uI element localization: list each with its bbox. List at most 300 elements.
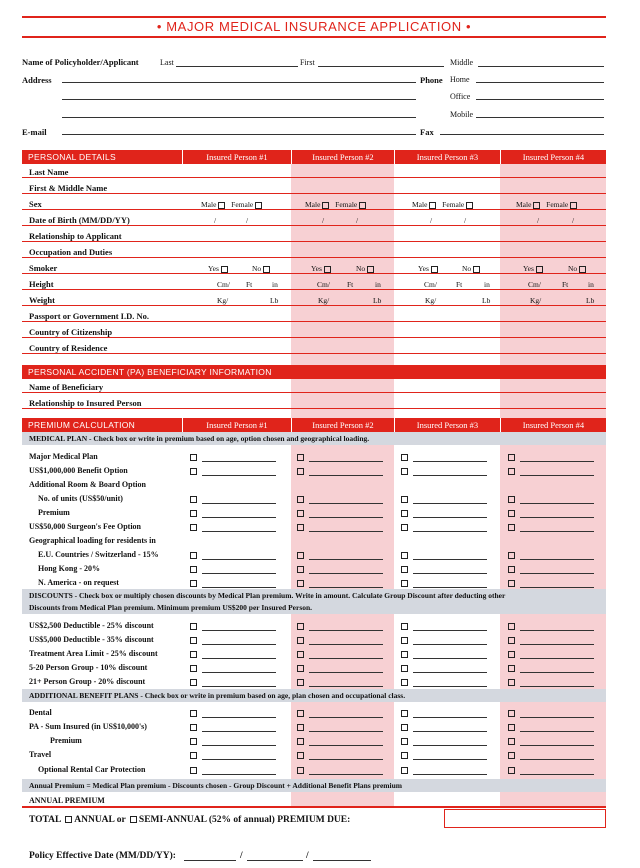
premium-amount-field-p1[interactable]: [202, 745, 276, 746]
row-label-passport: Passport or Government I.D. No.: [29, 311, 150, 321]
additional-plans-note: ADDITIONAL BENEFIT PLANS - Check box or write in premium based on age, plan chosen and occupational class.: [29, 691, 406, 700]
dob-slash: /: [246, 216, 249, 225]
height-ft-label: Ft: [456, 280, 463, 289]
premium-checkbox-p1[interactable]: [190, 496, 197, 503]
premium-amount-field-p2[interactable]: [309, 461, 383, 462]
premium-checkbox-p4[interactable]: [508, 710, 515, 717]
premium-amount-field-p4[interactable]: [520, 531, 594, 532]
premium-amount-field-p3[interactable]: [413, 745, 487, 746]
mobile-label: Mobile: [450, 110, 474, 119]
premium-amount-field-p3[interactable]: [413, 503, 487, 504]
premium-due-label: (52% of annual) PREMIUM DUE:: [208, 815, 351, 825]
row-label-first-middle: First & Middle Name: [29, 183, 108, 193]
row-label-units: No. of units (US$50/unit): [38, 494, 123, 503]
premium-amount-field-p1[interactable]: [202, 759, 276, 760]
premium-amount-field-p3[interactable]: [413, 475, 487, 476]
effective-date-label: Policy Effective Date (MM/DD/YY):: [29, 851, 176, 861]
premium-amount-field-p1[interactable]: [202, 559, 276, 560]
female-checkbox[interactable]: [570, 202, 577, 209]
female-checkbox[interactable]: [466, 202, 473, 209]
premium-amount-field-p1[interactable]: [202, 531, 276, 532]
height-in-label: in: [484, 280, 490, 289]
height-ft-label: Ft: [246, 280, 253, 289]
row-label-height: Height: [29, 279, 54, 289]
female-checkbox[interactable]: [359, 202, 366, 209]
weight-lb-label: Lb: [586, 296, 595, 305]
semi-annual-checkbox[interactable]: [130, 816, 137, 823]
premium-checkbox-p3[interactable]: [401, 454, 408, 461]
weight-lb-label: Lb: [270, 296, 279, 305]
premium-amount-field-p4[interactable]: [520, 517, 594, 518]
premium-checkbox-p2[interactable]: [297, 767, 304, 774]
person-1-header: Insured Person #1: [206, 420, 268, 430]
premium-checkbox-p1[interactable]: [190, 710, 197, 717]
smoker-yes-p4[interactable]: [523, 264, 545, 273]
premium-amount-field-p4[interactable]: [520, 731, 594, 732]
row-rule: [22, 321, 606, 322]
no-label: No: [462, 264, 472, 273]
premium-amount-field-p3[interactable]: [413, 587, 487, 588]
smoker-yes-p2[interactable]: [311, 264, 333, 273]
premium-amount-field-p4[interactable]: [520, 759, 594, 760]
weight-lb-label: Lb: [482, 296, 491, 305]
row-label-group-5-20: 5-20 Person Group - 10% discount: [29, 663, 148, 672]
premium-checkbox-p1[interactable]: [190, 468, 197, 475]
yes-checkbox[interactable]: [536, 266, 543, 273]
premium-checkbox-p3[interactable]: [401, 710, 408, 717]
height-cm-label: Cm/: [317, 280, 330, 289]
female-label: Female: [442, 200, 465, 209]
premium-checkbox-p3[interactable]: [401, 552, 408, 559]
premium-checkbox-p3[interactable]: [401, 767, 408, 774]
premium-amount-field-p4[interactable]: [520, 573, 594, 574]
smoker-no-p4[interactable]: [568, 264, 588, 273]
person-3-header: Insured Person #3: [416, 420, 479, 430]
effective-day-field[interactable]: [247, 860, 303, 861]
premium-checkbox-p2[interactable]: [297, 496, 304, 503]
height-cm-label: Cm/: [217, 280, 230, 289]
address-line-2[interactable]: [62, 99, 416, 100]
premium-amount-field-p3[interactable]: [413, 717, 487, 718]
premium-checkbox-p3[interactable]: [401, 752, 408, 759]
dob-slash: /: [322, 216, 325, 225]
premium-amount-field-p3[interactable]: [413, 644, 487, 645]
premium-checkbox-p2[interactable]: [297, 552, 304, 559]
smoker-yes-p3[interactable]: [418, 264, 440, 273]
row-rule: [22, 289, 606, 290]
person-4-column-band: [500, 150, 606, 808]
premium-checkbox-p1[interactable]: [190, 637, 197, 644]
weight-kg-label: Kg/: [425, 296, 437, 305]
premium-checkbox-p3[interactable]: [401, 679, 408, 686]
middle-label: Middle: [450, 58, 474, 67]
premium-amount-field-p4[interactable]: [520, 717, 594, 718]
person-4-header: Insured Person #4: [522, 152, 585, 162]
person-2-header: Insured Person #2: [312, 152, 374, 162]
premium-checkbox-p1[interactable]: [190, 510, 197, 517]
premium-amount-field-p1[interactable]: [202, 573, 276, 574]
policyholder-label: Name of Policyholder/Applicant: [22, 57, 139, 67]
premium-checkbox-p4[interactable]: [508, 510, 515, 517]
row-label-benefit-option: US$1,000,000 Benefit Option: [29, 466, 128, 475]
premium-amount-field-p1[interactable]: [202, 672, 276, 673]
premium-checkbox-p4[interactable]: [508, 524, 515, 531]
premium-amount-field-p4[interactable]: [520, 503, 594, 504]
annual-label: ANNUAL: [74, 815, 115, 825]
premium-amount-field-p4[interactable]: [520, 587, 594, 588]
office-label: Office: [450, 92, 471, 101]
premium-checkbox-p3[interactable]: [401, 510, 408, 517]
premium-checkbox-p2[interactable]: [297, 623, 304, 630]
premium-amount-field-p2[interactable]: [309, 475, 383, 476]
office-phone-field[interactable]: [476, 99, 604, 100]
premium-amount-field-p4[interactable]: [520, 461, 594, 462]
premium-checkbox-p2[interactable]: [297, 566, 304, 573]
smoker-no-p1[interactable]: [252, 264, 272, 273]
person-3-header: Insured Person #3: [416, 152, 479, 162]
row-label-beneficiary-relationship: Relationship to Insured Person: [29, 398, 142, 408]
premium-checkbox-p3[interactable]: [401, 665, 408, 672]
mobile-phone-field[interactable]: [476, 117, 604, 118]
premium-amount-field-p3[interactable]: [413, 630, 487, 631]
male-label: Male: [201, 200, 217, 209]
beneficiary-title: PERSONAL ACCIDENT (PA) BENEFICIARY INFORMATION: [28, 367, 272, 377]
premium-checkbox-p4[interactable]: [508, 738, 515, 745]
premium-amount-field-p3[interactable]: [413, 559, 487, 560]
section-end-rule: [22, 806, 606, 808]
premium-amount-field-p3[interactable]: [413, 658, 487, 659]
premium-amount-field-p1[interactable]: [202, 774, 276, 775]
male-checkbox[interactable]: [533, 202, 540, 209]
premium-checkbox-p1[interactable]: [190, 738, 197, 745]
premium-checkbox-p4[interactable]: [508, 496, 515, 503]
premium-amount-field-p1[interactable]: [202, 503, 276, 504]
premium-checkbox-p2[interactable]: [297, 454, 304, 461]
effective-slash: /: [240, 851, 243, 861]
premium-amount-field-p1[interactable]: [202, 717, 276, 718]
premium-amount-field-p1[interactable]: [202, 658, 276, 659]
weight-kg-label: Kg/: [318, 296, 330, 305]
weight-lb-label: Lb: [373, 296, 382, 305]
premium-checkbox-p1[interactable]: [190, 665, 197, 672]
row-label-dental: Dental: [29, 708, 52, 717]
personal-details-header: [22, 150, 606, 164]
beneficiary-header: [22, 365, 606, 379]
row-label-relationship: Relationship to Applicant: [29, 231, 122, 241]
premium-checkbox-p4[interactable]: [508, 580, 515, 587]
row-label-major-medical: Major Medical Plan: [29, 452, 98, 461]
row-rule: [22, 353, 606, 354]
premium-checkbox-p3[interactable]: [401, 724, 408, 731]
premium-amount-field-p4[interactable]: [520, 630, 594, 631]
premium-amount-field-p3[interactable]: [413, 573, 487, 574]
no-checkbox[interactable]: [473, 266, 480, 273]
premium-amount-field-p4[interactable]: [520, 475, 594, 476]
title-rule: [22, 36, 606, 38]
row-label-geo-loading: Geographical loading for residents in: [29, 536, 156, 545]
row-label-occupation: Occupation and Duties: [29, 247, 113, 257]
height-in-label: in: [272, 280, 278, 289]
premium-checkbox-p2[interactable]: [297, 510, 304, 517]
person-2-header: Insured Person #2: [312, 420, 374, 430]
premium-amount-field-p2[interactable]: [309, 774, 383, 775]
annual-checkbox[interactable]: [65, 816, 72, 823]
premium-checkbox-p1[interactable]: [190, 580, 197, 587]
premium-amount-field-p3[interactable]: [413, 672, 487, 673]
premium-amount-field-p1[interactable]: [202, 475, 276, 476]
yes-label: Yes: [311, 264, 322, 273]
no-label: No: [356, 264, 366, 273]
row-label-group-21: 21+ Person Group - 20% discount: [29, 677, 146, 686]
premium-amount-field-p4[interactable]: [520, 658, 594, 659]
effective-slash: /: [306, 851, 309, 861]
premium-checkbox-p4[interactable]: [508, 468, 515, 475]
person-4-header: Insured Person #4: [522, 420, 585, 430]
premium-checkbox-p2[interactable]: [297, 710, 304, 717]
premium-checkbox-p2[interactable]: [297, 665, 304, 672]
row-label-dob: Date of Birth (MM/DD/YY): [29, 215, 130, 225]
address-line-1[interactable]: [62, 82, 416, 83]
premium-checkbox-p2[interactable]: [297, 580, 304, 587]
yes-label: Yes: [208, 264, 219, 273]
premium-checkbox-p2[interactable]: [297, 524, 304, 531]
premium-amount-field-p3[interactable]: [413, 759, 487, 760]
premium-amount-field-p2[interactable]: [309, 717, 383, 718]
premium-amount-field-p2[interactable]: [309, 531, 383, 532]
premium-amount-field-p2[interactable]: [309, 587, 383, 588]
female-label: Female: [335, 200, 358, 209]
premium-checkbox-p3[interactable]: [401, 468, 408, 475]
premium-checkbox-p4[interactable]: [508, 767, 515, 774]
male-checkbox[interactable]: [218, 202, 225, 209]
row-label-last-name: Last Name: [29, 167, 69, 177]
premium-checkbox-p1[interactable]: [190, 552, 197, 559]
premium-due-field[interactable]: [444, 809, 606, 828]
premium-amount-field-p4[interactable]: [520, 559, 594, 560]
no-checkbox[interactable]: [367, 266, 374, 273]
premium-amount-field-p2[interactable]: [309, 759, 383, 760]
premium-amount-field-p1[interactable]: [202, 517, 276, 518]
premium-amount-field-p3[interactable]: [413, 517, 487, 518]
yes-checkbox[interactable]: [324, 266, 331, 273]
dob-slash: /: [464, 216, 467, 225]
row-label-residence: Country of Residence: [29, 343, 108, 353]
premium-amount-field-p2[interactable]: [309, 559, 383, 560]
sex-option-p1[interactable]: [201, 200, 264, 209]
row-label-travel: Travel: [29, 750, 52, 759]
premium-checkbox-p4[interactable]: [508, 454, 515, 461]
male-label: Male: [516, 200, 532, 209]
premium-checkbox-p1[interactable]: [190, 454, 197, 461]
premium-amount-field-p2[interactable]: [309, 644, 383, 645]
smoker-no-p2[interactable]: [356, 264, 376, 273]
female-label: Female: [231, 200, 254, 209]
premium-amount-field-p2[interactable]: [309, 745, 383, 746]
dob-slash: /: [356, 216, 359, 225]
premium-checkbox-p2[interactable]: [297, 738, 304, 745]
weight-kg-label: Kg/: [530, 296, 542, 305]
female-checkbox[interactable]: [255, 202, 262, 209]
premium-checkbox-p2[interactable]: [297, 637, 304, 644]
yes-label: Yes: [418, 264, 429, 273]
annual-premium-formula: Annual Premium = Medical Plan premium - Discounts chosen - Group Discount + Additional Benefit Plans premium: [29, 781, 403, 790]
premium-amount-field-p1[interactable]: [202, 731, 276, 732]
row-rule: [22, 273, 606, 274]
premium-amount-field-p3[interactable]: [413, 731, 487, 732]
height-cm-label: Cm/: [424, 280, 437, 289]
yes-checkbox[interactable]: [431, 266, 438, 273]
sex-option-p3[interactable]: [412, 200, 475, 209]
row-rule: [22, 225, 606, 226]
premium-checkbox-p4[interactable]: [508, 651, 515, 658]
premium-checkbox-p3[interactable]: [401, 651, 408, 658]
smoker-no-p3[interactable]: [462, 264, 482, 273]
or-label: or: [116, 815, 126, 825]
row-label-rental-car: Optional Rental Car Protection: [38, 765, 146, 774]
row-rule: [22, 305, 606, 306]
premium-checkbox-p2[interactable]: [297, 651, 304, 658]
premium-amount-field-p4[interactable]: [520, 686, 594, 687]
row-label-weight: Weight: [29, 295, 55, 305]
row-rule: [22, 392, 606, 393]
no-checkbox[interactable]: [579, 266, 586, 273]
row-label-sex: Sex: [29, 199, 42, 209]
effective-month-field[interactable]: [184, 860, 236, 861]
premium-amount-field-p3[interactable]: [413, 686, 487, 687]
premium-amount-field-p4[interactable]: [520, 672, 594, 673]
male-checkbox[interactable]: [429, 202, 436, 209]
premium-checkbox-p3[interactable]: [401, 580, 408, 587]
premium-amount-field-p4[interactable]: [520, 745, 594, 746]
fax-field[interactable]: [440, 134, 604, 135]
middle-name-field[interactable]: [478, 66, 604, 67]
smoker-yes-p1[interactable]: [208, 264, 230, 273]
premium-amount-field-p1[interactable]: [202, 461, 276, 462]
premium-checkbox-p4[interactable]: [508, 623, 515, 630]
row-label-pa-sum: PA - Sum Insured (in US$10,000's): [29, 722, 147, 731]
row-rule: [22, 193, 606, 194]
first-label: First: [300, 58, 315, 67]
premium-checkbox-p3[interactable]: [401, 524, 408, 531]
premium-amount-field-p2[interactable]: [309, 573, 383, 574]
address-line-3[interactable]: [62, 117, 416, 118]
premium-amount-field-p2[interactable]: [309, 503, 383, 504]
last-name-field[interactable]: [176, 66, 298, 67]
effective-year-field[interactable]: [313, 860, 371, 861]
premium-amount-field-p1[interactable]: [202, 644, 276, 645]
premium-checkbox-p4[interactable]: [508, 665, 515, 672]
total-premium-due: [29, 815, 350, 825]
top-rule: [22, 16, 606, 18]
premium-amount-field-p3[interactable]: [413, 531, 487, 532]
premium-amount-field-p3[interactable]: [413, 461, 487, 462]
premium-checkbox-p3[interactable]: [401, 623, 408, 630]
premium-amount-field-p3[interactable]: [413, 774, 487, 775]
premium-checkbox-p1[interactable]: [190, 767, 197, 774]
sex-option-p4[interactable]: [516, 200, 579, 209]
premium-amount-field-p2[interactable]: [309, 517, 383, 518]
email-field[interactable]: [62, 134, 416, 135]
row-label-deductible-2500: US$2,500 Deductible - 25% discount: [29, 621, 154, 630]
premium-checkbox-p1[interactable]: [190, 623, 197, 630]
premium-checkbox-p1[interactable]: [190, 679, 197, 686]
premium-amount-field-p1[interactable]: [202, 686, 276, 687]
premium-amount-field-p2[interactable]: [309, 686, 383, 687]
premium-checkbox-p4[interactable]: [508, 552, 515, 559]
premium-amount-field-p2[interactable]: [309, 731, 383, 732]
premium-checkbox-p1[interactable]: [190, 752, 197, 759]
premium-checkbox-p1[interactable]: [190, 566, 197, 573]
premium-amount-field-p4[interactable]: [520, 774, 594, 775]
no-label: No: [568, 264, 578, 273]
row-label-citizenship: Country of Citizenship: [29, 327, 113, 337]
sex-option-p2[interactable]: [305, 200, 368, 209]
no-checkbox[interactable]: [263, 266, 270, 273]
premium-amount-field-p2[interactable]: [309, 658, 383, 659]
premium-checkbox-p4[interactable]: [508, 637, 515, 644]
premium-checkbox-p3[interactable]: [401, 566, 408, 573]
dob-slash: /: [214, 216, 217, 225]
male-label: Male: [412, 200, 428, 209]
premium-checkbox-p1[interactable]: [190, 651, 197, 658]
premium-checkbox-p1[interactable]: [190, 524, 197, 531]
female-label: Female: [546, 200, 569, 209]
premium-checkbox-p4[interactable]: [508, 752, 515, 759]
annual-premium-label: ANNUAL PREMIUM: [29, 796, 105, 805]
premium-amount-field-p1[interactable]: [202, 630, 276, 631]
premium-checkbox-p2[interactable]: [297, 468, 304, 475]
last-label: Last: [160, 58, 174, 67]
premium-amount-field-p1[interactable]: [202, 587, 276, 588]
premium-checkbox-p3[interactable]: [401, 496, 408, 503]
row-rule: [22, 337, 606, 338]
personal-details-title: PERSONAL DETAILS: [28, 152, 116, 162]
dob-slash: /: [572, 216, 575, 225]
height-cm-label: Cm/: [528, 280, 541, 289]
first-name-field[interactable]: [318, 66, 444, 67]
home-phone-field[interactable]: [476, 82, 604, 83]
premium-checkbox-p4[interactable]: [508, 679, 515, 686]
yes-checkbox[interactable]: [221, 266, 228, 273]
male-checkbox[interactable]: [322, 202, 329, 209]
premium-amount-field-p2[interactable]: [309, 630, 383, 631]
row-label-eu: E.U. Countries / Switzerland - 15%: [38, 550, 159, 559]
person-2-column-band: [291, 150, 394, 808]
height-in-label: in: [588, 280, 594, 289]
row-label-room-board: Additional Room & Board Option: [29, 480, 146, 489]
row-rule: [22, 408, 606, 409]
medical-plan-note: MEDICAL PLAN - Check box or write in premium based on age, option chosen and geographical loading.: [29, 434, 370, 443]
person-1-header: Insured Person #1: [206, 152, 268, 162]
row-label-smoker: Smoker: [29, 263, 58, 273]
row-label-beneficiary-name: Name of Beneficiary: [29, 382, 104, 392]
premium-calculation-title: PREMIUM CALCULATION: [28, 420, 136, 430]
premium-checkbox-p2[interactable]: [297, 752, 304, 759]
phone-label: Phone: [420, 75, 443, 85]
premium-checkbox-p1[interactable]: [190, 724, 197, 731]
premium-checkbox-p3[interactable]: [401, 637, 408, 644]
premium-amount-field-p2[interactable]: [309, 672, 383, 673]
dob-slash: /: [537, 216, 540, 225]
total-label: TOTAL: [29, 815, 61, 825]
premium-checkbox-p4[interactable]: [508, 566, 515, 573]
premium-checkbox-p2[interactable]: [297, 679, 304, 686]
yes-label: Yes: [523, 264, 534, 273]
premium-checkbox-p3[interactable]: [401, 738, 408, 745]
premium-amount-field-p4[interactable]: [520, 644, 594, 645]
premium-checkbox-p2[interactable]: [297, 724, 304, 731]
premium-checkbox-p4[interactable]: [508, 724, 515, 731]
